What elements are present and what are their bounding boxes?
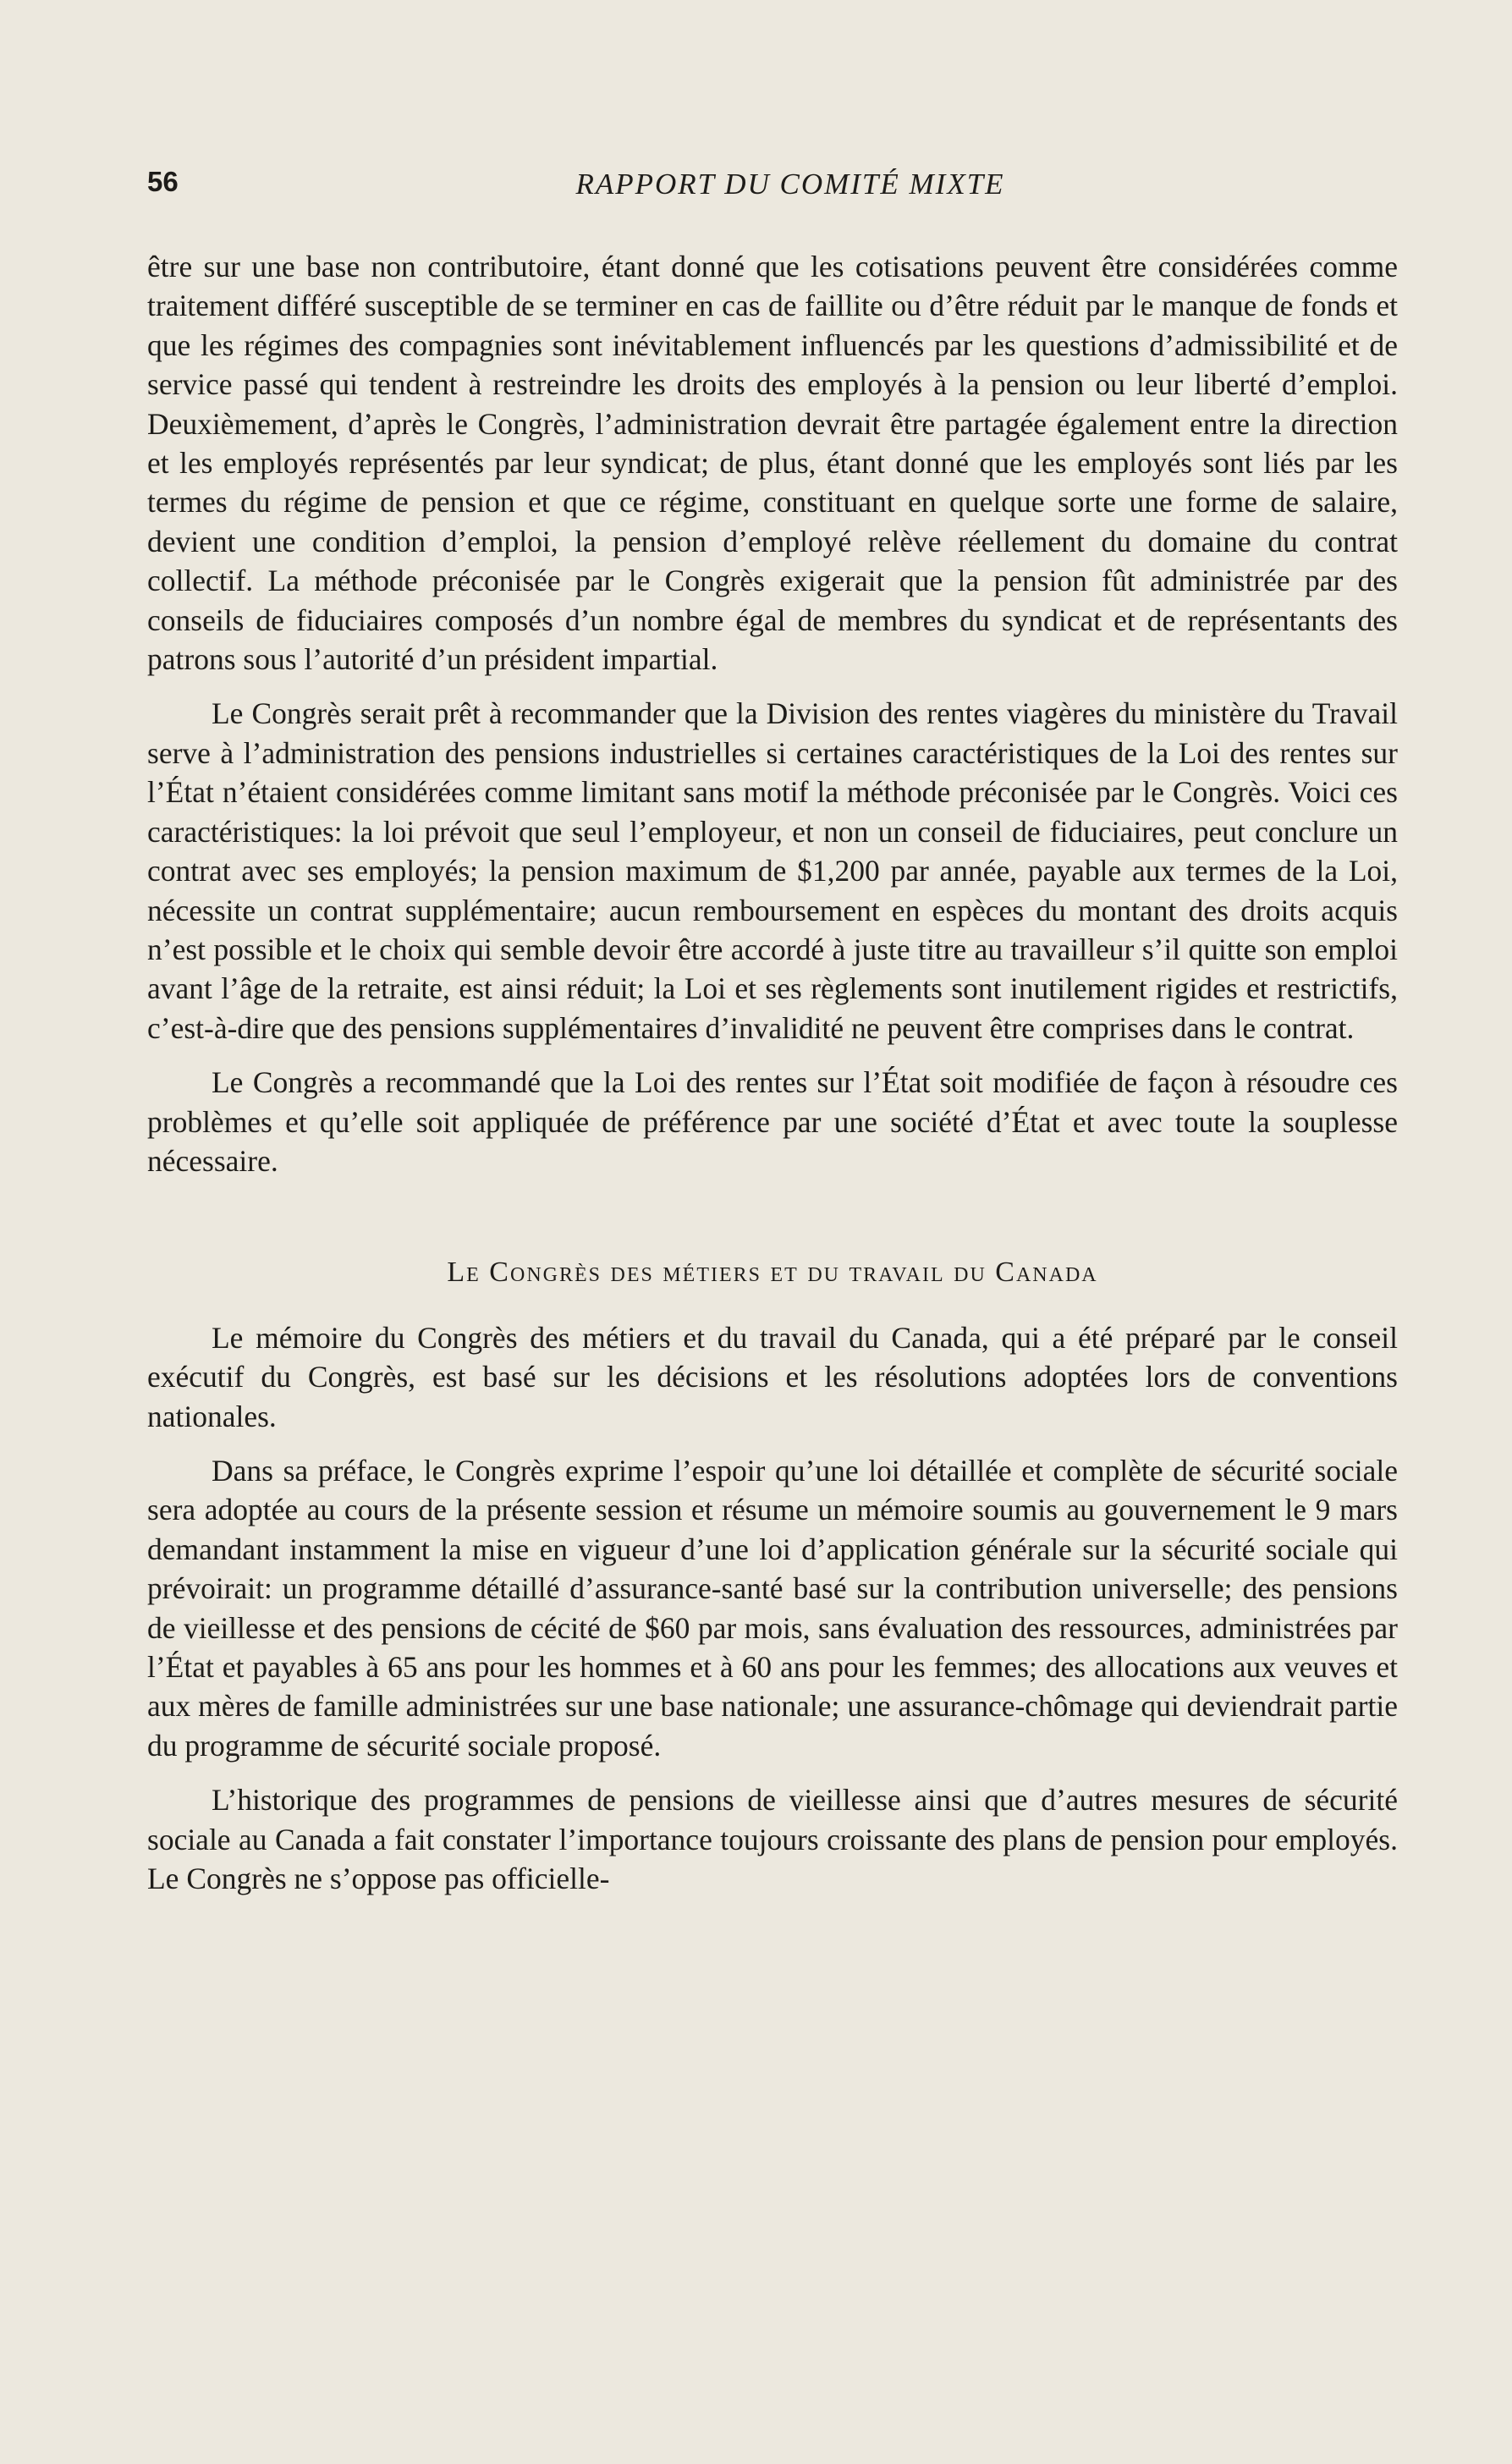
paragraph-continued: être sur une base non contributoire, étant donné que les cotisations peuvent être considérées comme traitement différé susceptible de se terminer en cas de faillite ou d’être réduit par le manque de fonds et que les régimes des compagnies sont inévitablement influencés par les questions d’admissibilité et de service passé qui tendent à restreindre les droits des employés à la pension ou leur liberté d’emploi. Deuxièmement, d’après le Congrès, l’administration devrait être partagée également entre la direction et les employés représentés par leur syndicat; de plus, étant donné que les employés sont liés par les termes du régime de pension et que ce régime, constituant en quelque sorte une forme de salaire, devient une condition d’emploi, la pension d’employé relève réellement du domaine du contrat collectif. La méthode préconisée par le Congrès exigerait que la pension fût administrée par des conseils de fiduciaires composés d’un nombre égal de membres du syndicat et de représentants des patrons sous l’autorité d’un président impartial.: [147, 250, 1398, 677]
paragraph-preface: Dans sa préface, le Congrès exprime l’espoir qu’une loi détaillée et complète de sécurité sociale sera adoptée au cours de la présente session et résume un mémoire soumis au gouvernement le 9 mars demandant instamment la mise en vigueur d’une loi d’application générale sur la sécurité sociale qui prévoirait: un programme détaillé d’assurance-santé basé sur la contribution universelle; des pensions de vieillesse et des pensions de cécité de $60 par mois, sans évaluation des ressources, administrées par l’État et payables à 65 ans pour les hommes et à 60 ans pour les femmes; des allocations aux veuves et aux mères de famille administrées sur une base nationale; une assurance-chômage qui deviendrait partie du programme de sécurité sociale proposé.: [147, 1453, 1398, 1763]
running-title: RAPPORT DU COMITÉ MIXTE: [575, 168, 1005, 201]
body-text: [147, 247, 1398, 1898]
page-number: 56: [147, 166, 179, 197]
page-header: [147, 166, 1399, 217]
paragraph-annuities-division: Le Congrès serait prêt à recommander que la Division des rentes viagères du ministère du Travail serve à l’administration des pensions industrielles si certaines caractéristiques de la Loi des rentes sur l’État n’étaient considérées comme limitant sans motif la méthode préconisée par le Congrès. Voici ces caractéristiques: la loi prévoit que seul l’employeur, et non un conseil de fiduciaires, peut conclure un contrat avec ses employés; la pension maximum de $1,200 par année, payable aux termes de la Loi, nécessite un contrat supplémentaire; aucun remboursement en espèces du montant des droits acquis n’est possible et le choix qui semble devoir être accordé à juste titre au travailleur s’il quitte son emploi avant l’âge de la retraite, est ainsi réduit; la Loi et ses règlements sont inutilement rigides et restrictifs, c’est-à-dire que des pensions supplémentaires d’invalidité ne peuvent être comprises dans le contrat.: [147, 696, 1398, 1045]
paragraph-historique: L’historique des programmes de pensions de vieillesse ainsi que d’autres mesures de sécurité sociale au Canada a fait constater l’importance toujours croissante des plans de pension pour employés. Le Congrès ne s’oppose pas officielle-: [147, 1783, 1398, 1896]
paragraph-memoire: Le mémoire du Congrès des métiers et du travail du Canada, qui a été préparé par le conseil exécutif du Congrès, est basé sur les décisions et les résolutions adoptées lors de conventions nationales.: [147, 1320, 1398, 1433]
section-heading: Le Congrès des métiers et du travail du Canada: [447, 1257, 1098, 1289]
paragraph-recommendation: Le Congrès a recommandé que la Loi des rentes sur l’État soit modifiée de façon à résoudre ces problèmes et qu’elle soit appliquée de préférence par une société d’État et avec toute la souplesse nécessaire.: [147, 1065, 1398, 1178]
